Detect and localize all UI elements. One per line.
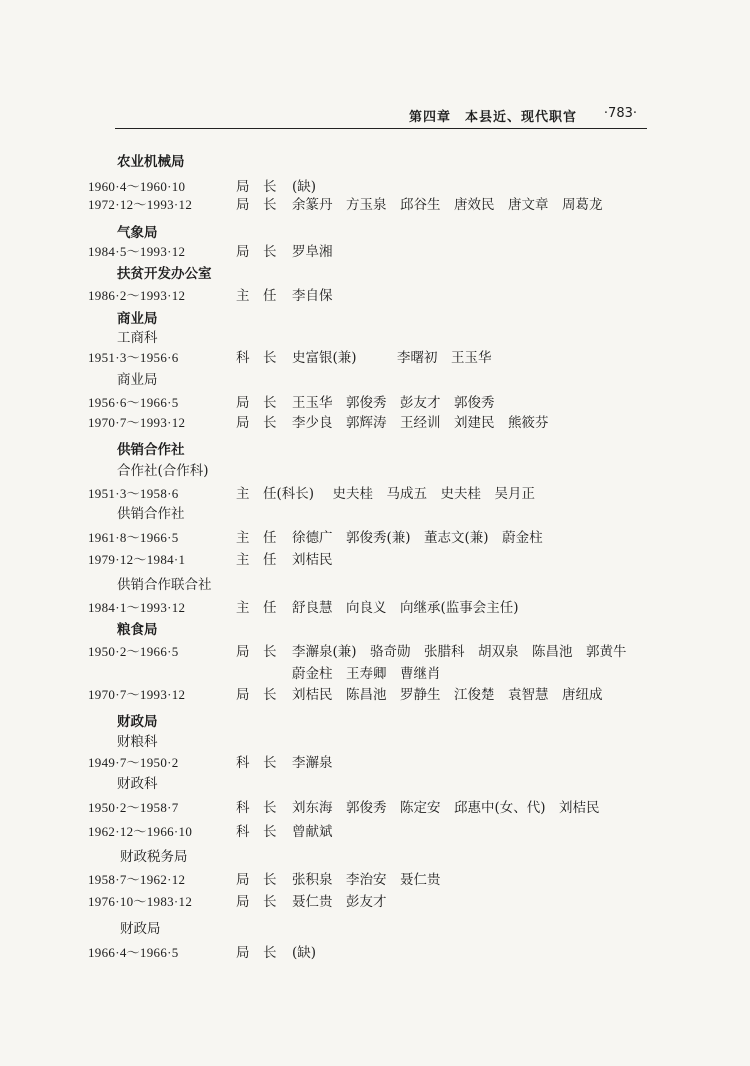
position-title: 科 长 bbox=[236, 755, 277, 771]
position-title: 局 长 bbox=[236, 872, 277, 888]
officeholder-names: 史夫桂 马成五 史夫桂 吴月正 bbox=[292, 486, 535, 502]
term-dates: 1966·4～1966·5 bbox=[88, 945, 179, 960]
section-heading: 粮食局 bbox=[117, 622, 158, 638]
officeholder-names: (缺) bbox=[292, 945, 317, 961]
section-heading: 财政局 bbox=[117, 714, 158, 730]
officeholder-names: 徐德广 郭俊秀(兼) 董志文(兼) 蔚金柱 bbox=[292, 530, 543, 546]
subsection-heading: 财政税务局 bbox=[120, 849, 188, 865]
section-heading: 气象局 bbox=[117, 225, 158, 241]
position-title: 局 长 bbox=[236, 395, 277, 411]
subsection-heading: 财政局 bbox=[120, 921, 161, 937]
position-title: 主 任 bbox=[236, 530, 277, 546]
position-title: 科 长 bbox=[236, 824, 277, 840]
term-dates: 1984·1～1993·12 bbox=[88, 600, 186, 615]
position-title: 局 长 bbox=[236, 894, 277, 910]
position-title: 科 长 bbox=[236, 800, 277, 816]
term-dates: 1970·7～1993·12 bbox=[88, 415, 186, 430]
position-title: 局 长 bbox=[236, 179, 277, 195]
term-dates: 1950·2～1966·5 bbox=[88, 644, 179, 659]
subsection-heading: 商业局 bbox=[117, 372, 158, 388]
officeholder-names: 李少良 郭辉涛 王经训 刘建民 熊筱芬 bbox=[292, 415, 549, 431]
term-dates: 1961·8～1966·5 bbox=[88, 530, 179, 545]
section-heading: 商业局 bbox=[117, 311, 158, 327]
subsection-heading: 财粮科 bbox=[117, 734, 158, 750]
term-dates: 1949·7～1950·2 bbox=[88, 755, 179, 770]
term-dates: 1950·2～1958·7 bbox=[88, 800, 179, 815]
section-heading: 供销合作社 bbox=[117, 442, 185, 458]
position-title: 局 长 bbox=[236, 197, 277, 213]
officeholder-names: 李自保 bbox=[292, 288, 333, 304]
officeholder-names: (缺) bbox=[292, 179, 317, 195]
subsection-heading: 供销合作社 bbox=[117, 506, 185, 522]
officeholder-names: 舒良慧 向良义 向继承(监事会主任) bbox=[292, 600, 519, 616]
subsection-heading: 供销合作联合社 bbox=[117, 577, 212, 593]
term-dates: 1979·12～1984·1 bbox=[88, 552, 186, 567]
position-title: 主 任 bbox=[236, 552, 277, 568]
officeholder-names: 罗阜湘 bbox=[292, 244, 333, 260]
position-title: 局 长 bbox=[236, 415, 277, 431]
position-title: 科 长 bbox=[236, 350, 277, 366]
officeholder-names: 刘桔民 bbox=[292, 552, 333, 568]
section-heading: 农业机械局 bbox=[117, 154, 185, 170]
position-title: 主 任 bbox=[236, 288, 277, 304]
position-title: 局 长 bbox=[236, 244, 277, 260]
term-dates: 1986·2～1993·12 bbox=[88, 288, 186, 303]
term-dates: 1958·7～1962·12 bbox=[88, 872, 186, 887]
officeholder-names: 王玉华 郭俊秀 彭友才 郭俊秀 bbox=[292, 395, 495, 411]
officeholder-names: 余篆丹 方玉泉 邱谷生 唐效民 唐文章 周葛龙 bbox=[292, 197, 603, 213]
officeholder-names: 李澥泉 bbox=[292, 755, 333, 771]
term-dates: 1984·5～1993·12 bbox=[88, 244, 186, 259]
term-dates: 1972·12～1993·12 bbox=[88, 197, 193, 212]
officeholder-names: 刘桔民 陈昌池 罗静生 江俊楚 袁智慧 唐纽成 bbox=[292, 687, 603, 703]
position-title: 局 长 bbox=[236, 644, 277, 660]
subsection-heading: 财政科 bbox=[117, 776, 158, 792]
chapter-title: 第四章 本县近、现代职官 bbox=[408, 110, 577, 125]
term-dates: 1951·3～1956·6 bbox=[88, 350, 179, 365]
subsection-heading: 工商科 bbox=[117, 330, 158, 346]
term-dates: 1962·12～1966·10 bbox=[88, 824, 193, 839]
officeholder-names: 刘东海 郭俊秀 陈定安 邱惠中(女、代) 刘桔民 bbox=[292, 800, 600, 816]
page-number: ·783· bbox=[603, 106, 637, 121]
officeholder-names: 李澥泉(兼) 骆奇勋 张腊科 胡双泉 陈昌池 郭黄牛 bbox=[292, 644, 627, 660]
term-dates: 1951·3～1958·6 bbox=[88, 486, 179, 501]
position-title: 局 长 bbox=[236, 945, 277, 961]
position-title: 主 任 bbox=[236, 600, 277, 616]
officeholder-names: 张积泉 李治安 聂仁贵 bbox=[292, 872, 441, 888]
officeholder-names: 聂仁贵 彭友才 bbox=[292, 894, 387, 910]
officeholder-names: 曾献斌 bbox=[292, 824, 333, 840]
officeholder-names: 史富银(兼) 李曙初 王玉华 bbox=[292, 350, 492, 366]
running-header bbox=[115, 104, 647, 129]
term-dates: 1976·10～1983·12 bbox=[88, 894, 193, 909]
term-dates: 1956·6～1966·5 bbox=[88, 395, 179, 410]
position-title: 局 长 bbox=[236, 687, 277, 703]
position-title: 主 任(科长) bbox=[236, 486, 315, 502]
officeholder-names: 蔚金柱 王寿卿 曹继肖 bbox=[292, 666, 441, 682]
term-dates: 1970·7～1993·12 bbox=[88, 687, 186, 702]
section-heading: 扶贫开发办公室 bbox=[117, 266, 212, 282]
subsection-heading: 合作社(合作科) bbox=[117, 463, 209, 479]
term-dates: 1960·4～1960·10 bbox=[88, 179, 186, 194]
